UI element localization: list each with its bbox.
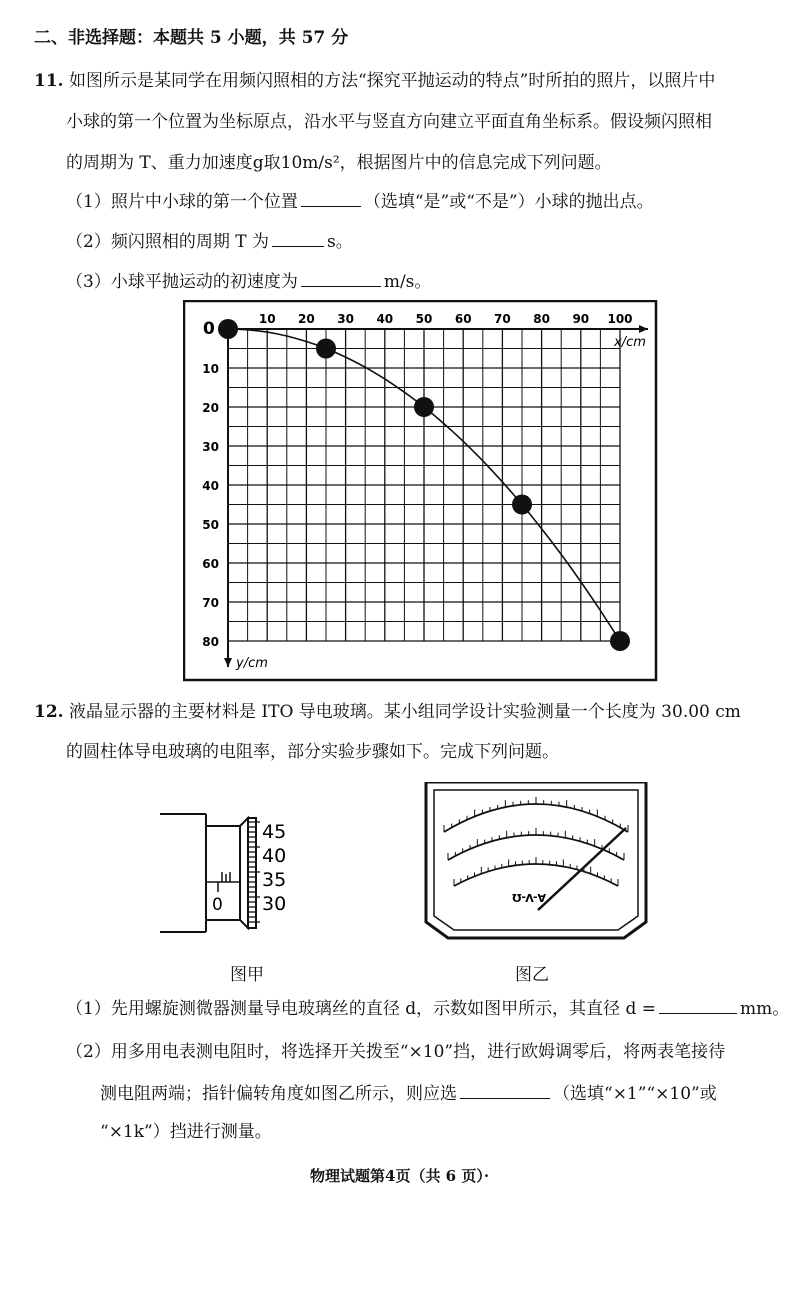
y-tick-label: 10 bbox=[202, 362, 219, 376]
q11-sub1 bbox=[66, 190, 654, 214]
q12-sub2-line3: “×1k”）挡进行测量。 bbox=[100, 1122, 272, 1142]
x-tick-label: 80 bbox=[533, 312, 550, 326]
y-tick-label: 70 bbox=[202, 596, 219, 610]
y-tick-label: 40 bbox=[202, 479, 219, 493]
q12-line2: 的圆柱体导电玻璃的电阻率，部分实验步骤如下。完成下列问题。 bbox=[66, 742, 559, 762]
q11-sub3-unit: m/s。 bbox=[383, 272, 432, 292]
ball-point bbox=[316, 339, 336, 359]
ball-point bbox=[610, 631, 630, 651]
q12-sub2-prompt: 测电阻两端；指针偏转角度如图乙所示，则应选 bbox=[100, 1084, 457, 1104]
q12-sub2-line1: （2）用多用电表测电阻时，将选择开关拨至“×10”挡，进行欧姆调零后，将两表笔接待 bbox=[66, 1042, 726, 1062]
q11-text-1: 如图所示是某同学在用频闪照相的方法“探究平抛运动的特点”时所拍的照片，以照片中 bbox=[68, 71, 716, 91]
q12-sub2-answer-blank[interactable] bbox=[460, 1082, 550, 1099]
q12-sub2-hint: （选填“×1”“×10”或 bbox=[553, 1084, 717, 1104]
q12-sub1-unit: mm。 bbox=[740, 999, 790, 1019]
q11-line2: 小球的第一个位置为坐标原点，沿水平与竖直方向建立平面直角坐标系。假设频闪照相 bbox=[66, 112, 712, 132]
section-title: 二、非选择题：本题共 5 小题，共 57 分 bbox=[34, 28, 349, 48]
q11-sub3-prompt: （3）小球平抛运动的初速度为 bbox=[66, 272, 298, 292]
y-axis-label: y/cm bbox=[236, 656, 268, 671]
x-tick-label: 40 bbox=[376, 312, 394, 326]
q12-number: 12. bbox=[34, 702, 64, 722]
ball-point bbox=[414, 397, 434, 417]
x-tick-label: 10 bbox=[258, 312, 276, 326]
x-tick-label: 70 bbox=[494, 312, 511, 326]
q12-sub2-line2 bbox=[100, 1082, 717, 1106]
y-tick-label: 20 bbox=[202, 401, 219, 415]
thimble-label-35: 35 bbox=[262, 869, 287, 891]
q11-sub2-unit: s。 bbox=[326, 232, 353, 252]
q11-line3: 的周期为 T、重力加速度g取10m/s²，根据图片中的信息完成下列问题。 bbox=[66, 153, 612, 173]
q12-sub1-prompt: （1）先用螺旋测微器测量导电玻璃丝的直径 d，示数如图甲所示，其直径 d = bbox=[66, 999, 657, 1019]
q11-sub1-hint: （选填“是”或“不是”）小球的抛出点。 bbox=[363, 192, 654, 212]
projectile-chart bbox=[183, 300, 658, 682]
q12-sub1-answer-blank[interactable] bbox=[659, 997, 737, 1014]
ball-point bbox=[512, 495, 532, 515]
q11-sub2-answer-blank[interactable] bbox=[272, 230, 324, 247]
thimble-label-45: 45 bbox=[262, 821, 287, 843]
x-axis-label: x/cm bbox=[614, 335, 646, 350]
q12-line1 bbox=[34, 700, 741, 724]
x-tick-label: 60 bbox=[454, 312, 472, 326]
thimble-label-30: 30 bbox=[262, 893, 287, 915]
y-tick-label: 80 bbox=[202, 635, 219, 649]
page-footer: 物理试题第4页（共 6 页）· bbox=[310, 1167, 490, 1185]
origin-label: 0 bbox=[203, 319, 215, 339]
chart-grid bbox=[228, 329, 620, 641]
chart-frame bbox=[184, 301, 656, 680]
thimble-label-40: 40 bbox=[262, 845, 287, 867]
q11-sub2-prompt: （2）频闪照相的周期 T 为 bbox=[66, 232, 269, 252]
micrometer-figure bbox=[160, 800, 300, 945]
q11-sub2 bbox=[66, 230, 353, 254]
q11-line1 bbox=[34, 69, 715, 93]
q11-sub1-prompt: （1）照片中小球的第一个位置 bbox=[66, 192, 298, 212]
x-tick-label: 20 bbox=[298, 312, 315, 326]
ball-point bbox=[218, 319, 238, 339]
micrometer-main-zero: 0 bbox=[212, 895, 223, 915]
y-tick-label: 50 bbox=[202, 518, 219, 532]
q11-sub3 bbox=[66, 270, 431, 294]
x-tick-label: 90 bbox=[572, 312, 590, 326]
q11-sub1-answer-blank[interactable] bbox=[301, 190, 361, 207]
x-tick-label: 100 bbox=[607, 312, 633, 326]
q11-number: 11. bbox=[34, 71, 64, 91]
multimeter-figure bbox=[420, 782, 652, 942]
q11-sub3-answer-blank[interactable] bbox=[301, 270, 381, 287]
x-tick-label: 30 bbox=[337, 312, 354, 326]
meter-label: A-V-Ω bbox=[512, 891, 546, 904]
y-tick-label: 60 bbox=[202, 557, 219, 571]
q12-text-1: 液晶显示器的主要材料是 ITO 导电玻璃。某小组同学设计实验测量一个长度为 30.00 cm bbox=[68, 702, 741, 722]
y-tick-label: 30 bbox=[202, 440, 219, 454]
figure-a-caption: 图甲 bbox=[230, 965, 264, 985]
q12-sub1 bbox=[66, 997, 789, 1021]
figure-b-caption: 图乙 bbox=[515, 965, 549, 985]
x-tick-label: 50 bbox=[415, 312, 433, 326]
